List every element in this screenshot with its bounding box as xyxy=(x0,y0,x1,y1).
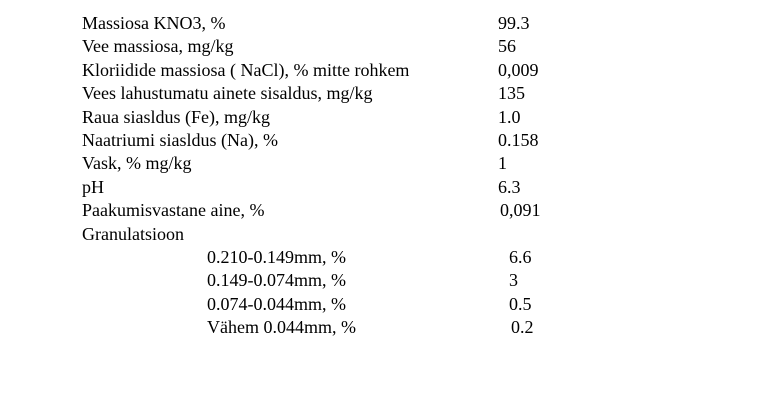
property-row xyxy=(0,152,774,174)
property-value: 1.0 xyxy=(498,107,521,127)
property-value: 6.3 xyxy=(498,177,521,197)
property-value: 56 xyxy=(498,36,516,56)
property-value: 0,091 xyxy=(500,200,541,220)
property-label: Raua siasldus (Fe), mg/kg xyxy=(82,107,270,127)
granulation-row xyxy=(0,316,774,338)
property-label: Massiosa KNO3, % xyxy=(82,13,226,33)
granulation-label: 0.210-0.149mm, % xyxy=(207,247,346,267)
granulation-label: 0.149-0.074mm, % xyxy=(207,270,346,290)
granulation-value: 0.2 xyxy=(511,317,534,337)
property-row xyxy=(0,59,774,81)
property-label: Naatriumi siasldus (Na), % xyxy=(82,130,278,150)
granulation-row xyxy=(0,246,774,268)
property-value: 135 xyxy=(498,83,525,103)
granulation-value: 3 xyxy=(509,270,518,290)
property-row xyxy=(0,82,774,104)
granulation-value: 6.6 xyxy=(509,247,532,267)
granulation-label: Vähem 0.044mm, % xyxy=(207,317,356,337)
property-label: Vask, % mg/kg xyxy=(82,153,192,173)
property-row xyxy=(0,12,774,34)
property-value: 1 xyxy=(498,153,507,173)
property-row xyxy=(0,106,774,128)
granulation-label: 0.074-0.044mm, % xyxy=(207,294,346,314)
property-label: Vee massiosa, mg/kg xyxy=(82,36,234,56)
granulation-heading-row xyxy=(0,223,774,245)
granulation-heading: Granulatsioon xyxy=(82,224,184,244)
property-label: Paakumisvastane aine, % xyxy=(82,200,265,220)
granulation-row xyxy=(0,293,774,315)
property-row xyxy=(0,35,774,57)
property-value: 99.3 xyxy=(498,13,530,33)
property-label: Kloriidide massiosa ( NaCl), % mitte rohkem xyxy=(82,60,410,80)
property-row xyxy=(0,199,774,221)
property-value: 0,009 xyxy=(498,60,539,80)
property-value: 0.158 xyxy=(498,130,539,150)
property-label: pH xyxy=(82,177,104,197)
granulation-row xyxy=(0,269,774,291)
property-row xyxy=(0,176,774,198)
property-label: Vees lahustumatu ainete sisaldus, mg/kg xyxy=(82,83,373,103)
property-row xyxy=(0,129,774,151)
granulation-value: 0.5 xyxy=(509,294,532,314)
